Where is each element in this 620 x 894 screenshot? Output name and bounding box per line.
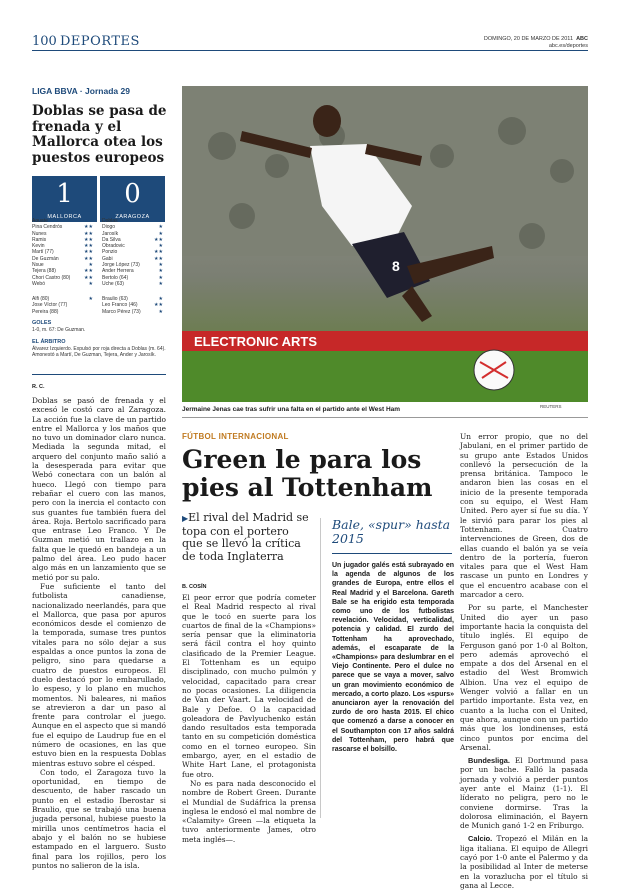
rating-star-icon: ★	[158, 280, 163, 287]
header-rule	[32, 50, 588, 51]
calcio-paragraph	[460, 834, 588, 890]
rating-star-icon: ★	[158, 262, 163, 269]
referee-label: EL ÁRBITRO	[32, 339, 66, 345]
article-dek	[182, 512, 312, 563]
player-name: Alfi (80)	[32, 296, 50, 302]
home-substitutes	[32, 296, 93, 315]
paragraph: Con todo, el Zaragoza tuvo la oportunidad, en tiempo de descuento, de haber rascado un punto en el estadio Iberostar si Braulio, que se trabajó una buena jugada personal, hubiese puesto la mirilla unos centímetros hacia el abajo y el balón no se hubiese estampado en el larguero. Susto final para los rojillos, pero los puntos no salieron de la isla.	[32, 767, 166, 870]
article-kicker: FÚTBOL INTERNACIONAL	[182, 432, 289, 441]
player-name: Jorge López (73)	[102, 262, 140, 269]
away-score: 0	[100, 176, 165, 212]
dek-text: El rival del Madrid se topa con el portero que se llevó la crítica de toda Inglaterra	[182, 511, 309, 563]
player-name: Kevin	[32, 243, 45, 250]
player-leg-lower	[402, 286, 432, 322]
rating-star-icon: ★	[88, 280, 93, 287]
triangle-bullet-icon: ▶	[182, 514, 189, 523]
player-name: Diogo	[102, 224, 116, 231]
ad-board-text: ELECTRONIC ARTS	[194, 334, 318, 349]
paragraph: Fue suficiente el tanto del futbolista canadiense, nacionalizado neerlandés, para que el Mallorca, que pasa por apuros económicos desde el comienzo de la temporada, sumase tres puntos vitales para no sólo dejar a sus espaldas a once puntos la zona de peligro, sino para quedarse a cuatro de puestos europeos. El duelo destacó por lo embarullado, lo espeso, y lo plano en muchos momentos. Ni baleares, ni maños se atrevieron a dar un paso al frente para controlar el juego. Aunque en el aspecto que si mandó fue el equipo de Laudrup fue en el número de ocasiones, en las que estuvo bien en la respuesta Doblas mientras estuvo sobre el césped.	[32, 581, 166, 768]
player-name: De Guzmán	[32, 255, 59, 262]
player-name: Jose Víctor (77)	[32, 302, 68, 309]
away-team: ZARAGOZA	[100, 212, 165, 222]
player-name: Nsue	[32, 262, 44, 269]
player-name: Martí (77)	[32, 249, 54, 256]
article-body-right	[460, 432, 588, 894]
player-name: Webó	[32, 280, 45, 287]
bundesliga-text: El Dortmund pasa por un bache. Falló la pasada jornada y volvió a perder puntos ayer ante el Mainz (1-1). El líderato no peligra, pero no le conviene dormirse. Tras la dolorosa eliminación, el Bayern de Munich ganó 1-2 en Friburgo.	[460, 756, 588, 831]
photo-credit: REUTERS	[540, 404, 562, 409]
bundesliga-paragraph	[460, 756, 588, 830]
section-title: DEPORTES	[60, 34, 140, 49]
rating-star-icon: ★	[158, 218, 163, 224]
rating-star-icon: ★★	[84, 249, 93, 256]
player-row	[32, 281, 93, 287]
rating-star-icon: ★	[158, 274, 163, 281]
player-name: Obradovic	[102, 243, 125, 250]
header-info	[484, 36, 588, 50]
player-name: Gabi	[102, 255, 113, 262]
rating-star-icon: ★★	[84, 243, 93, 250]
player-name: Aouate	[32, 218, 48, 224]
photo-illustration	[182, 86, 588, 402]
rating-star-icon: ★★	[84, 274, 93, 281]
player-name: Uche (63)	[102, 280, 124, 287]
pitch	[182, 351, 588, 402]
brand: ABC	[576, 36, 588, 42]
player-name: Jarosík	[102, 230, 119, 237]
goals-text: 1-0, m. 67: De Guzman.	[32, 327, 86, 333]
article-byline: B. COSÍN	[182, 584, 207, 590]
rating-star-icon: ★★	[84, 230, 93, 237]
away-lineup	[102, 218, 163, 287]
goals-label: GOLES	[32, 320, 52, 326]
photo-caption: Jermaine Jenas cae tras sufrir una falta en el partido ante el West Ham	[182, 406, 401, 413]
rating-star-icon: ★★	[154, 302, 163, 309]
player-name: Tejera (88)	[32, 268, 56, 275]
player-name: Pereira (88)	[32, 308, 59, 315]
home-score: 1	[32, 176, 97, 212]
player-name: Da Silva	[102, 236, 121, 243]
player-name: Nunes	[32, 230, 47, 237]
article-body-column	[182, 593, 316, 844]
section-divider	[32, 374, 166, 375]
player-name: Ramis	[32, 236, 47, 243]
match-kicker: LIGA BBVA · Jornada 29	[32, 86, 130, 96]
left-article-body	[32, 396, 166, 870]
player-name: Braulio (63)	[102, 296, 128, 302]
paragraph: Por su parte, el Manchester United dio ayer un paso importante hacia la conquista del título inglés. El equipo de Ferguson ganó por 1-0 al Bolton, pero además aprovechó el empate a dos del Arsenal en el estadio del West Bromwich Albion. Una vez el equipo de Wenger volvió a fallar en un partido importante. Esta vez, en cuanto a la lucha con el United, que ahora, aunque con un partido más que los londinenses, está cinco puntos por encima del Arsenal.	[460, 603, 588, 752]
rating-star-icon: ★★	[84, 224, 93, 231]
paragraph: Doblas se pasó de frenada y el excesó le costó caro al Zaragoza. La acción fue la clave de un partido entre el Mallorca y los maños que no tuvo un dominador claro nunca. Mediada la segunda mitad, el arquero del conjunto maño salió a la desesperada para evitar que Webó conectara con un balón al hueco. Llegó con tiempo para rebañar el cuero con las manos, pero con la inercia el contacto con sus guantes fue también fuera del área. Roja. Bertolo sacrificado para que entrase Leo Franco. Y De Guzman metió un trallazo en la falta que le quedó en bandeja a un palmo del área. Leo pudo hacer algo más en un lanzamiento que se metió por su palo.	[32, 396, 166, 582]
player-name: Ponzio	[102, 249, 118, 256]
article-headline: Green le para los pies al Tottenham	[182, 445, 433, 502]
player-name: Leo Franco (46)	[102, 302, 138, 309]
home-lineup	[32, 218, 93, 287]
rating-star-icon: ★	[158, 268, 163, 275]
player-name: Ander Herrera	[102, 268, 134, 275]
bundesliga-label: Bundesliga.	[468, 756, 510, 766]
player-name: Pina Cendrós	[32, 224, 63, 231]
home-team: MALLORCA	[32, 212, 97, 222]
player-name: Doblas	[102, 218, 118, 224]
date-line: DOMINGO, 20 DE MARZO DE 2011	[483, 36, 574, 42]
shorts-number: 8	[392, 258, 400, 274]
sidebar-title: Bale, «spur» hasta 2015	[332, 517, 451, 546]
column-divider	[320, 518, 321, 818]
calcio-label: Calcio.	[468, 834, 493, 844]
rating-star-icon: ★★	[154, 236, 163, 243]
referee-text: Álvarez Izquierdo. Expulsó por roja directa a Doblas (m. 64). Amonestó a Martí, De Guzman, Tejera, Ander y Jarosík.	[32, 346, 166, 358]
player-row	[102, 281, 163, 287]
player-name: Marco Pérez (73)	[102, 308, 141, 315]
rating-star-icon: ★	[158, 224, 163, 231]
rating-star-icon: ★	[88, 296, 93, 302]
rating-star-icon: ★★	[84, 255, 93, 262]
away-substitutes	[102, 296, 163, 315]
player-row	[102, 309, 163, 315]
rating-star-icon: ★	[158, 308, 163, 315]
page-number: 100	[32, 34, 57, 49]
player-name: Chori Castro (80)	[32, 274, 71, 281]
rating-star-icon: ★★	[84, 268, 93, 275]
photo-rule	[182, 417, 588, 418]
news-photo	[182, 86, 588, 402]
rating-star-icon: ★★	[154, 249, 163, 256]
rating-star-icon: ★	[88, 262, 93, 269]
calcio-text: Tropezó el Milán en la liga italiana. El equipo de Allegri cayó por 1-0 ante el Palermo y da la posibilidad al Inter de meterse en la vorazlucha por el título si gana al Lecce.	[460, 834, 588, 890]
rating-star-icon: ★★	[154, 255, 163, 262]
paragraph: No es para nada desconocido el nombre de Robert Green. Durante el Mundial de Sudáfrica la prensa inglesa le endosó el mal nombre de «Calamity» Green —la etiqueta la tuvo anteriormente James, otro meta inglés—.	[182, 778, 316, 844]
section-url[interactable]: abc.es/deportes	[548, 43, 588, 49]
paragraph: Un error propio, que no del Jabulani, en el primer partido de su grupo ante Estados Unidos conllevó la persecución de la prensa británica. Tampoco le andaron bien las cosas en el inicio de la presente temporada con su equipo, el West Ham United. Pero ayer sí fue su día. Y le sirvió para parar los pies al Tottenham. Cuatro intervenciones de Green, dos de ellas cuando el balón ya se veía dentro de la portería, fueron vitales para que el West Ham rascase un punto en Londres y que el encuentro acabase con el marcador a cero.	[460, 432, 588, 600]
sidebar-rule	[332, 553, 452, 554]
rating-star-icon: ★	[158, 243, 163, 250]
left-byline: R. C.	[32, 384, 45, 390]
rating-star-icon: ★	[158, 230, 163, 237]
rating-star-icon: ★★	[84, 236, 93, 243]
rating-star-icon: ★★	[84, 218, 93, 224]
player-head	[313, 105, 341, 137]
player-row	[32, 309, 93, 315]
sidebar-text: Un jugador galés está subrayado en la agenda de algunos de los grandes de Europa, entre ellos el Real Madrid y el Barcelona. Gareth Bale se ha erigido esta temporada como uno de los futbolistas revelación. Velocidad, verticalidad, potencia y calidad. El zurdo del Tottenham ha aprovechado, además, el escaparate de la «Champions» para deslumbrar en el Viejo Continente. Pero el dulce no parece que se vaya a mover, salvo un gran movimiento económico de mercado, a corto plazo. Los «spurs» anunciaron ayer la renovación del zurdo de oro hasta 2015. El chico que comenzó a darse a conocer en el Southampton con 17 años saldrá del Tottenham, pero habrá que rascarse el bolsillo.	[332, 562, 454, 754]
match-title: Doblas se pasa de frenada y el Mallorca otea los puestos europeos	[32, 103, 167, 166]
player-name: Bertolo (64)	[102, 274, 129, 281]
paragraph: El peor error que podría cometer el Real Madrid respecto al rival que le tocó en suerte para los cuartos de final de la «Champions» sería pensar que la eliminatoria será fácil contra el hoy quinto clasificado de la Premier League. El Tottenham es un equipo disciplinado, con mucho pulmón y velocidad, capacitado para crear no pocas ocasiones. La diligencia de Van der Vaart. La velocidad de Bale y Defoe. O la capacidad goleadora de Pavlyuchenko están dando resultados esta temporada tanto en su competición doméstica como en el torneo europeo. Sin embargo, ayer, en el estadio de White Hart Lane, el protagonista fue otro.	[182, 593, 316, 779]
rating-star-icon: ★	[158, 296, 163, 302]
